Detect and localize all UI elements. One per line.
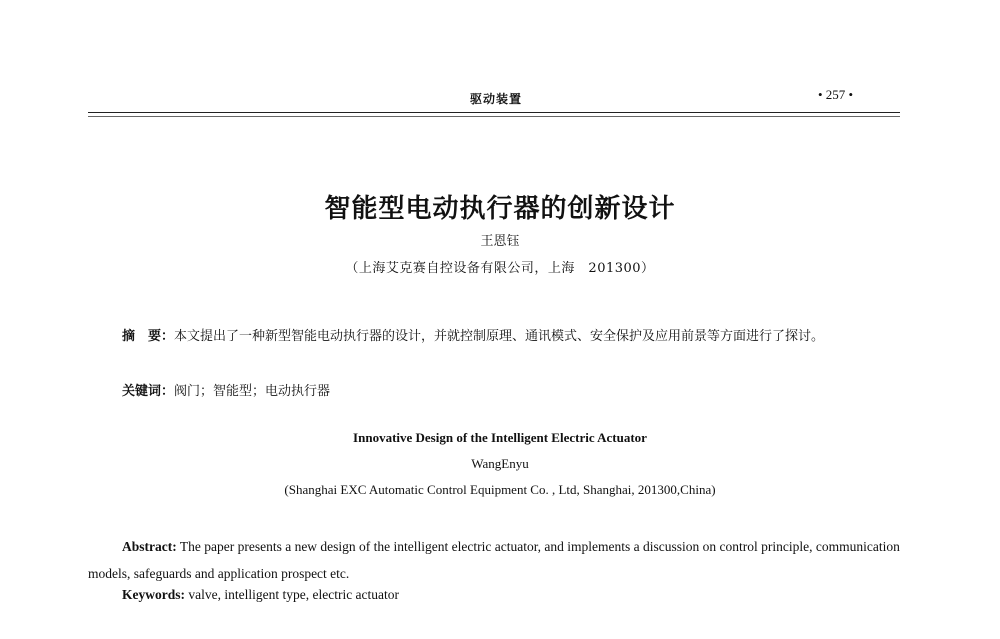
header-rule	[88, 112, 900, 113]
cn-abstract-label: 摘 要：	[122, 329, 175, 344]
en-keywords	[122, 587, 399, 603]
en-keywords-label: Keywords:	[122, 587, 185, 602]
en-abstract	[88, 533, 900, 587]
running-header-section: 驱动装置	[470, 92, 523, 106]
page-number: • 257 •	[818, 87, 854, 102]
cn-abstract-text: 本文提出了一种新型智能电动执行器的设计，并就控制原理、通讯模式、安全保护及应用前景等方面进行了探讨。	[174, 329, 825, 344]
en-abstract-text: The paper presents a new design of the intelligent electric actuator, and implements a discussion on control principle, communication models, safeguards and application prospect etc.	[88, 539, 900, 581]
en-paper-title: Innovative Design of the Intelligent Electric Actuator	[353, 430, 647, 445]
header-subrule	[88, 116, 900, 117]
cn-affiliation: （上海艾克赛自控设备有限公司，上海 201300）	[345, 261, 655, 276]
cn-keywords-text: 阀门；智能型；电动执行器	[174, 384, 331, 399]
cn-author: 王恩钰	[480, 234, 520, 249]
cn-abstract	[88, 323, 900, 350]
cn-keywords-label: 关键词：	[122, 384, 175, 399]
en-affiliation: (Shanghai EXC Automatic Control Equipment Co. , Ltd, Shanghai, 201300,China)	[284, 482, 716, 497]
en-author: WangEnyu	[471, 456, 529, 471]
cn-paper-title: 智能型电动执行器的创新设计	[324, 194, 676, 224]
cn-keywords	[122, 380, 330, 399]
en-keywords-text: valve, intelligent type, electric actuator	[185, 587, 400, 602]
en-abstract-label: Abstract:	[122, 539, 177, 554]
